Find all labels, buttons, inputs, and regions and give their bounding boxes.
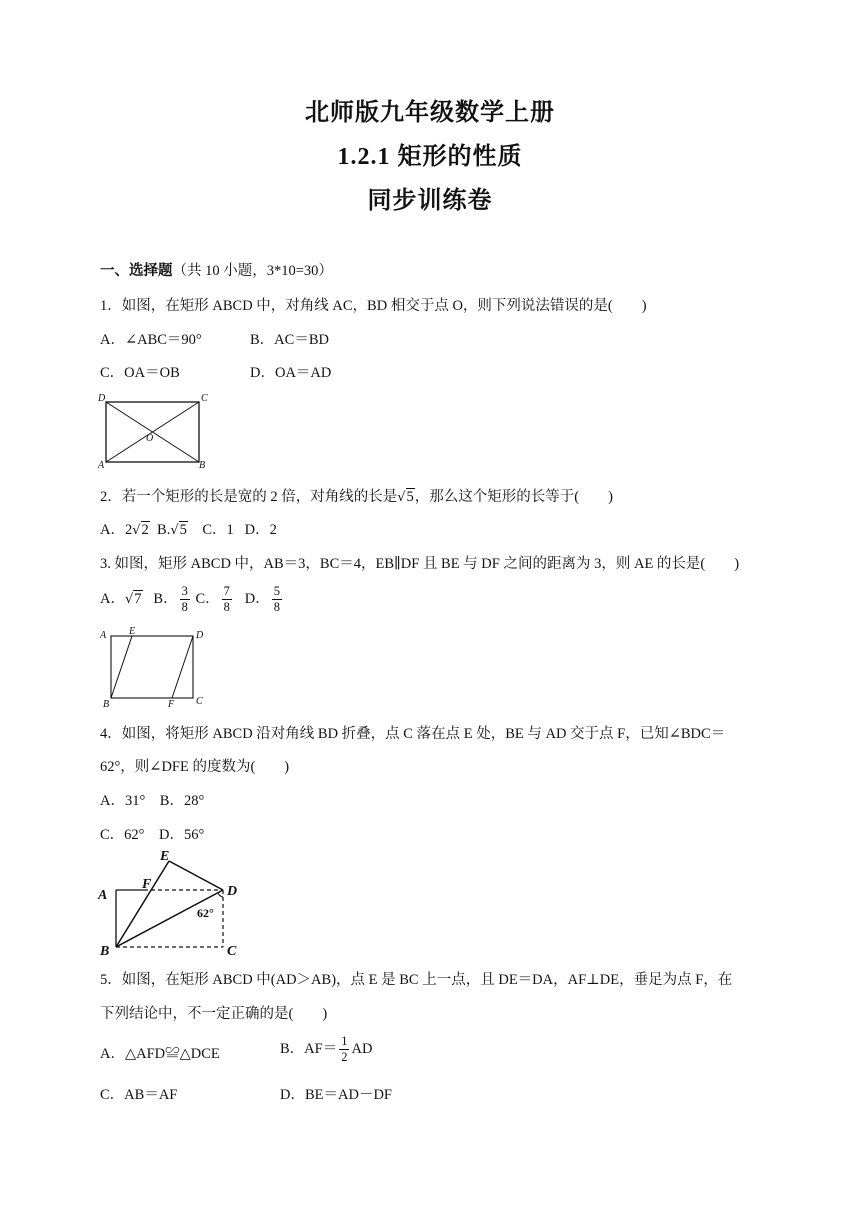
- q2-option-b-radicand: 5: [179, 522, 187, 538]
- q3-segment-be: [111, 636, 132, 698]
- q3-option-c: [195, 584, 233, 614]
- q1-option-c: C．OA＝OB: [100, 365, 180, 381]
- q3-option-c-numerator: 7: [223, 584, 230, 598]
- q3-option-c-pre: C．: [195, 590, 220, 607]
- q3-option-c-denominator: 8: [223, 600, 230, 614]
- q1-option-a: A．∠ABC＝90°: [100, 332, 202, 348]
- q3-option-d-denominator: 8: [273, 600, 280, 614]
- q4-option-d: D．56°: [158, 827, 205, 843]
- q4-option-a: A．31°: [100, 793, 146, 809]
- q5-option-a: A．△AFD≌△DCE: [100, 1046, 220, 1062]
- q4-segment-be: [116, 861, 169, 947]
- q4-options-row1: [100, 789, 204, 810]
- q5-stem-line2: 下列结论中，不一定正确的是( ): [100, 1006, 328, 1022]
- q4-stem-line1: 4．如图，将矩形 ABCD 沿对角线 BD 折叠，点 C 落在点 E 处，BE 与 AD 交于点 F，已知∠BDC＝: [100, 726, 726, 742]
- q5-option-b-denominator: 2: [341, 1050, 348, 1064]
- q4-option-b: B．28°: [159, 793, 205, 809]
- q3-option-a-pre: A．: [100, 590, 125, 607]
- q3-label-b: B: [103, 699, 110, 710]
- q3-option-b-denominator: 8: [181, 600, 188, 614]
- q2-options: [100, 518, 277, 539]
- q3-option-a-radicand: 7: [134, 590, 142, 607]
- q4-label-b: B: [100, 944, 110, 959]
- q2-option-b-sqrt: √5: [170, 522, 187, 538]
- q1-stem: 1．如图，在矩形 ABCD 中，对角线 AC，BD 相交于点 O，则下列说法错误的是( ): [100, 298, 647, 314]
- q2-option-a: [100, 522, 150, 538]
- q1-label-d: D: [98, 393, 106, 404]
- q4-angle-label: 62°: [197, 906, 214, 920]
- q1-label-c: C: [201, 393, 208, 404]
- section-title: 一、选择题: [100, 263, 173, 279]
- q3-option-b: [153, 584, 191, 614]
- q2-stem-post: ，那么这个矩形的长等于( ): [414, 489, 613, 505]
- q2-option-b: [157, 522, 188, 538]
- q2-option-b-pre: B.: [157, 522, 171, 538]
- q2-option-a-radicand: 2: [141, 522, 149, 538]
- q2-option-a-sqrt: √2: [132, 522, 149, 538]
- q5-stem-line1: 5．如图，在矩形 ABCD 中(AD＞AB)，点 E 是 BC 上一点，且 DE＝DA，AF⊥DE，垂足为点 F，在: [100, 972, 733, 988]
- q3-label-f: F: [168, 699, 175, 710]
- q4-label-d: D: [227, 884, 238, 899]
- q5-option-b-post: AD: [351, 1040, 373, 1057]
- q5-option-b-numerator: 1: [341, 1034, 348, 1048]
- q3-option-b-pre: B．: [153, 590, 178, 607]
- q1-option-b: B．AC＝BD: [250, 332, 329, 348]
- q4-stem-line2: 62°，则∠DFE 的度数为( ): [100, 759, 290, 775]
- q3-option-d-fraction: [272, 584, 282, 615]
- q4-segment-ed: [169, 861, 223, 890]
- doc-subtitle-2: 同步训练卷: [367, 188, 493, 214]
- q3-options: [100, 584, 284, 615]
- q4-label-a: A: [98, 888, 108, 903]
- q5-option-b-pre: B．AF＝: [280, 1040, 338, 1057]
- q3-option-d: [244, 584, 284, 614]
- section-heading: [100, 259, 333, 280]
- q4-label-f: F: [142, 877, 152, 892]
- q4-label-c: C: [227, 944, 237, 959]
- q3-option-b-numerator: 3: [181, 584, 188, 598]
- q4-angle-arc: [218, 893, 223, 897]
- q5-option-b-fraction: [339, 1034, 349, 1065]
- q3-option-c-fraction: [222, 584, 232, 615]
- section-note: （共 10 小题，3*10=30）: [172, 263, 333, 279]
- q3-rectangle: [111, 636, 193, 698]
- doc-subtitle: 1.2.1 矩形的性质: [337, 144, 523, 170]
- q1-label-o: O: [146, 433, 154, 444]
- q1-figure: [96, 390, 216, 470]
- q4-figure: [96, 843, 246, 958]
- q5-option-c: C．AB＝AF: [100, 1087, 178, 1103]
- q3-label-e: E: [129, 626, 136, 637]
- q3-label-a: A: [100, 630, 107, 641]
- q3-option-d-pre: D．: [244, 590, 270, 607]
- q5-option-d: D．BE＝AD－DF: [280, 1087, 392, 1103]
- q5-option-b: [280, 1034, 372, 1065]
- q3-label-c: C: [196, 696, 203, 707]
- q3-figure: [98, 624, 213, 710]
- q3-option-a: [100, 591, 143, 607]
- q3-label-d: D: [196, 630, 204, 641]
- q2-option-a-pre: A．2: [100, 522, 133, 538]
- q1-option-d: D．OA＝AD: [250, 365, 332, 381]
- q3-segment-df: [172, 636, 193, 698]
- q2-stem: [100, 485, 613, 506]
- q2-stem-sqrt: √5: [397, 489, 414, 505]
- q2-stem-radicand: 5: [406, 489, 414, 505]
- q2-option-c: C．1: [202, 522, 234, 538]
- q1-label-b: B: [199, 460, 206, 471]
- q2-option-d: D．2: [244, 522, 277, 538]
- q3-stem: 3. 如图，矩形 ABCD 中，AB＝3，BC＝4，EB∥DF 且 BE 与 DF 之间的距离为 3，则 AE 的长是( ): [100, 556, 740, 572]
- q4-label-e: E: [160, 849, 170, 864]
- doc-title: 北师版九年级数学上册: [305, 100, 555, 126]
- q3-option-b-fraction: [180, 584, 190, 615]
- q2-stem-pre: 2．若一个矩形的长是宽的 2 倍，对角线的长是: [100, 489, 398, 505]
- q1-label-a: A: [98, 460, 105, 471]
- q4-option-c: C．62°: [100, 827, 145, 843]
- q3-option-d-numerator: 5: [273, 584, 280, 598]
- q3-option-a-sqrt: √7: [124, 590, 142, 607]
- q4-options-row2: [100, 823, 204, 844]
